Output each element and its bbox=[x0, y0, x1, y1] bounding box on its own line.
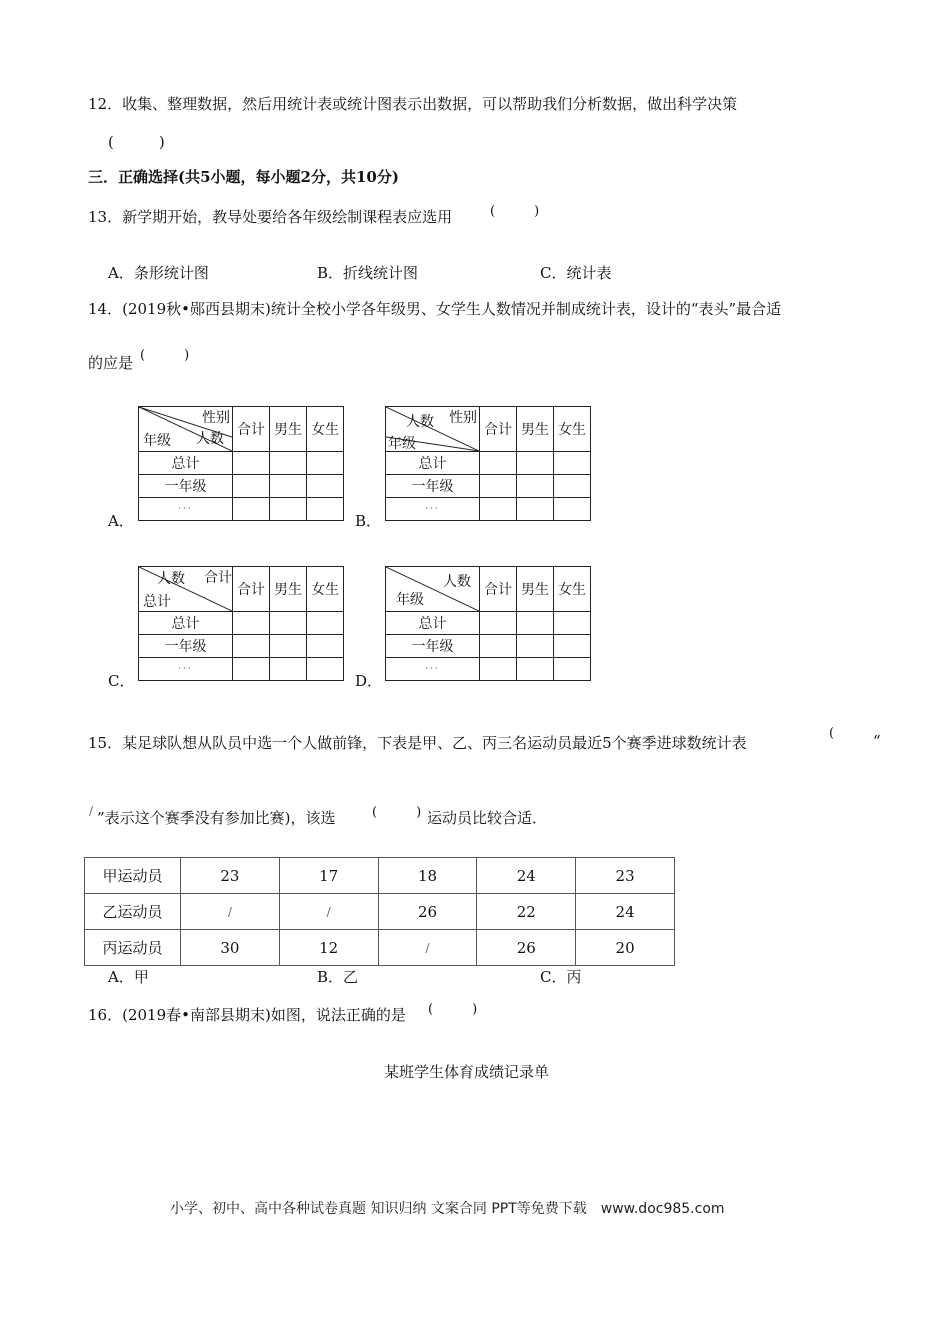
answer-paren-12: ( ) bbox=[108, 133, 165, 151]
table-cell: / bbox=[378, 930, 477, 966]
diag-top-right: 合计 bbox=[204, 570, 232, 586]
diag-bottom-left: 年级 bbox=[143, 433, 171, 449]
answer-paren-14: ( ) bbox=[140, 348, 190, 363]
question-15-line2-end: 运动员比较合适． bbox=[427, 809, 548, 827]
option-15-c: C．丙 bbox=[540, 968, 582, 986]
row-header: ··· bbox=[139, 658, 233, 681]
table-cell: 30 bbox=[181, 930, 280, 966]
option-13-b: B．折线统计图 bbox=[317, 264, 419, 282]
row-header: ··· bbox=[386, 498, 480, 521]
player-name: 丙运动员 bbox=[85, 930, 181, 966]
table-cell: 24 bbox=[477, 858, 576, 894]
row-header: 总计 bbox=[139, 612, 233, 635]
diag-top-right: 性别 bbox=[449, 410, 477, 426]
question-16: 16．(2019春•南部县期末)如图，说法正确的是 bbox=[88, 1006, 406, 1024]
figure-caption: 某班学生体育成绩记录单 bbox=[384, 1063, 550, 1081]
table-cell: 17 bbox=[279, 858, 378, 894]
diag-bottom-left: 年级 bbox=[396, 592, 424, 608]
row-header: 总计 bbox=[386, 612, 480, 635]
player-name: 甲运动员 bbox=[85, 858, 181, 894]
row-header: 一年级 bbox=[386, 475, 480, 498]
table-cell: 23 bbox=[576, 858, 675, 894]
row-header: ··· bbox=[139, 498, 233, 521]
table-cell: 12 bbox=[279, 930, 378, 966]
option-13-a: A．条形统计图 bbox=[108, 264, 209, 282]
table-cell: 26 bbox=[477, 930, 576, 966]
table-cell: / bbox=[279, 894, 378, 930]
header-table-a bbox=[138, 406, 344, 521]
diag-middle: 人数 bbox=[157, 571, 185, 587]
diag-middle: 人数 bbox=[406, 414, 434, 430]
answer-paren-15a: ( bbox=[829, 726, 835, 741]
header-table-d bbox=[385, 566, 591, 681]
table-cell: / bbox=[181, 894, 280, 930]
option-14-c-letter: C． bbox=[108, 672, 135, 690]
section-title: 三．正确选择(共5小题，每小题2分，共10分) bbox=[88, 168, 399, 186]
diagonal-header-cell bbox=[139, 567, 233, 612]
diag-middle: 人数 bbox=[196, 431, 224, 447]
table-row bbox=[85, 858, 675, 894]
col-header: 合计 bbox=[233, 407, 270, 452]
row-header: 一年级 bbox=[139, 475, 233, 498]
question-12: 12．收集、整理数据，然后用统计表或统计图表示出数据，可以帮助我们分析数据，做出科学决策 bbox=[88, 95, 738, 113]
row-header: 一年级 bbox=[386, 635, 480, 658]
table-cell: 18 bbox=[378, 858, 477, 894]
table-cell: 23 bbox=[181, 858, 280, 894]
diag-bottom-left: 年级 bbox=[388, 436, 416, 452]
diagonal-header-cell bbox=[386, 407, 480, 452]
question-15-line1: 15．某足球队想从队员中选一个人做前锋，下表是甲、乙、丙三名运动员最近5个赛季进球数统计表 bbox=[88, 734, 747, 752]
table-cell: 24 bbox=[576, 894, 675, 930]
diag-top-right: 性别 bbox=[202, 410, 230, 426]
header-table-b bbox=[385, 406, 591, 521]
col-header: 女生 bbox=[307, 407, 344, 452]
option-14-a-letter: A． bbox=[108, 512, 134, 530]
option-14-b-letter: B． bbox=[355, 512, 382, 530]
col-header: 女生 bbox=[554, 567, 591, 612]
diag-top-right: 人数 bbox=[443, 574, 471, 590]
row-header: 一年级 bbox=[139, 635, 233, 658]
diagonal-header-cell bbox=[386, 567, 480, 612]
col-header: 合计 bbox=[233, 567, 270, 612]
table-row bbox=[85, 894, 675, 930]
col-header: 女生 bbox=[307, 567, 344, 612]
quote-open: “ bbox=[873, 732, 881, 750]
question-15-line2: ”表示这个赛季没有参加比赛)，该选 bbox=[97, 809, 336, 827]
page-footer: 小学、初中、高中各种试卷真题 知识归纳 文案合同 PPT等免费下载 www.doc985.com bbox=[170, 1201, 725, 1217]
col-header: 男生 bbox=[270, 567, 307, 612]
answer-paren-15b: ( ) bbox=[372, 805, 422, 820]
answer-paren-16: ( ) bbox=[428, 1002, 478, 1017]
option-13-c: C．统计表 bbox=[540, 264, 612, 282]
answer-paren-13: ( ) bbox=[490, 204, 540, 219]
question-14-line2: 的应是 bbox=[88, 354, 134, 372]
option-14-d-letter: D． bbox=[355, 672, 383, 690]
player-name: 乙运动员 bbox=[85, 894, 181, 930]
col-header: 男生 bbox=[517, 407, 554, 452]
table-cell: 22 bbox=[477, 894, 576, 930]
slash-mark: / bbox=[89, 804, 94, 818]
col-header: 合计 bbox=[480, 407, 517, 452]
diag-bottom-left: 总计 bbox=[143, 594, 171, 610]
diagonal-header-cell bbox=[139, 407, 233, 452]
question-14-line1: 14．(2019秋•郧西县期末)统计全校小学各年级男、女学生人数情况并制成统计表，设计的“表头”最合适 bbox=[88, 300, 782, 318]
row-header: ··· bbox=[386, 658, 480, 681]
header-table-c bbox=[138, 566, 344, 681]
col-header: 女生 bbox=[554, 407, 591, 452]
row-header: 总计 bbox=[139, 452, 233, 475]
goals-table bbox=[84, 857, 675, 966]
col-header: 男生 bbox=[517, 567, 554, 612]
table-row bbox=[85, 930, 675, 966]
question-13: 13．新学期开始，教导处要给各年级绘制课程表应选用 bbox=[88, 208, 453, 226]
table-cell: 26 bbox=[378, 894, 477, 930]
row-header: 总计 bbox=[386, 452, 480, 475]
option-15-b: B．乙 bbox=[317, 968, 359, 986]
col-header: 合计 bbox=[480, 567, 517, 612]
table-cell: 20 bbox=[576, 930, 675, 966]
option-15-a: A．甲 bbox=[108, 968, 149, 986]
col-header: 男生 bbox=[270, 407, 307, 452]
